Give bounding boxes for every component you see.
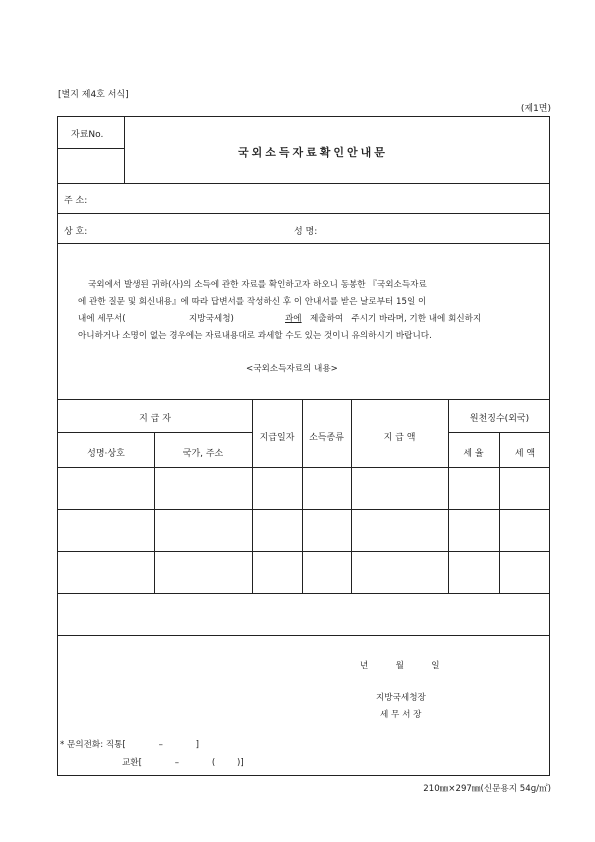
rule [58,183,549,184]
form-label: [별지 제4호 서식] [58,90,129,100]
col-name-business: 성명·상호 [87,449,125,459]
tax-office-head: 세 무 서 장 [380,710,422,720]
rule [448,399,449,593]
col-tax-rate: 세 율 [463,449,484,459]
notice-line-3a: 내에 세무서( [78,314,126,324]
rule [58,551,549,552]
notice-line-1: 국외에서 발생된 귀하(사)의 소득에 관한 자료를 확인하고자 하오니 동봉한 『국외소득자료 [88,280,427,290]
col-payer: 지 급 자 [139,414,171,424]
data-no-label: 자료No. [71,130,104,140]
notice-subheading: <국외소득자료의 내용> [246,364,338,374]
signature-date: 년 월 일 [360,661,440,671]
rule [58,213,549,214]
notice-line-2: 에 관한 질문 및 회신내용』에 따라 답변서를 작성하신 후 이 안내서를 받은 날로부터 15일 이 [78,297,427,307]
col-payment-amount: 지 급 액 [383,433,416,443]
rule [252,399,253,593]
person-name-label: 성 명: [294,227,318,237]
rule [58,467,549,468]
col-payment-date: 지급일자 [259,433,295,443]
address-label: 주 소: [64,196,88,206]
rule [58,593,549,594]
rule [58,243,549,244]
business-name-label: 상 호: [64,227,88,237]
data-no-divider [58,148,124,149]
notice-line-3c: 과에 [285,314,302,324]
header-divider [124,117,125,183]
form-frame [57,116,550,776]
rule [58,509,549,510]
rule [58,399,549,400]
col-tax-amount: 세 액 [514,449,536,459]
col-income-type: 소득종류 [309,433,344,443]
col-country-address: 국가, 주소 [182,449,224,459]
contact-switchboard-line: 교환[ – ( )] [122,758,244,768]
contact-direct-line: * 문의전화: 직통[ – ] [60,740,200,750]
notice-line-3b: 지방국세청) [189,314,234,324]
rule [58,635,549,636]
rule [58,432,252,433]
regional-office-head: 지방국세청장 [376,693,426,703]
notice-line-4: 아니하거나 소명이 없는 경우에는 자료내용대로 과세할 수도 있는 것이니 유의하시기 바랍니다. [78,331,432,341]
rule [351,399,352,593]
rule [302,399,303,593]
page-number: (제1면) [520,104,551,114]
document-title: 국외소득자료확인안내문 [238,146,388,159]
paper-spec-footer: 210㎜×297㎜(신문용지 54g/㎡) [423,784,551,794]
notice-line-3d: 제출하여 주시기 바라며, 기한 내에 회신하지 [310,314,482,324]
col-withholding: 원천징수(외국) [469,414,530,424]
